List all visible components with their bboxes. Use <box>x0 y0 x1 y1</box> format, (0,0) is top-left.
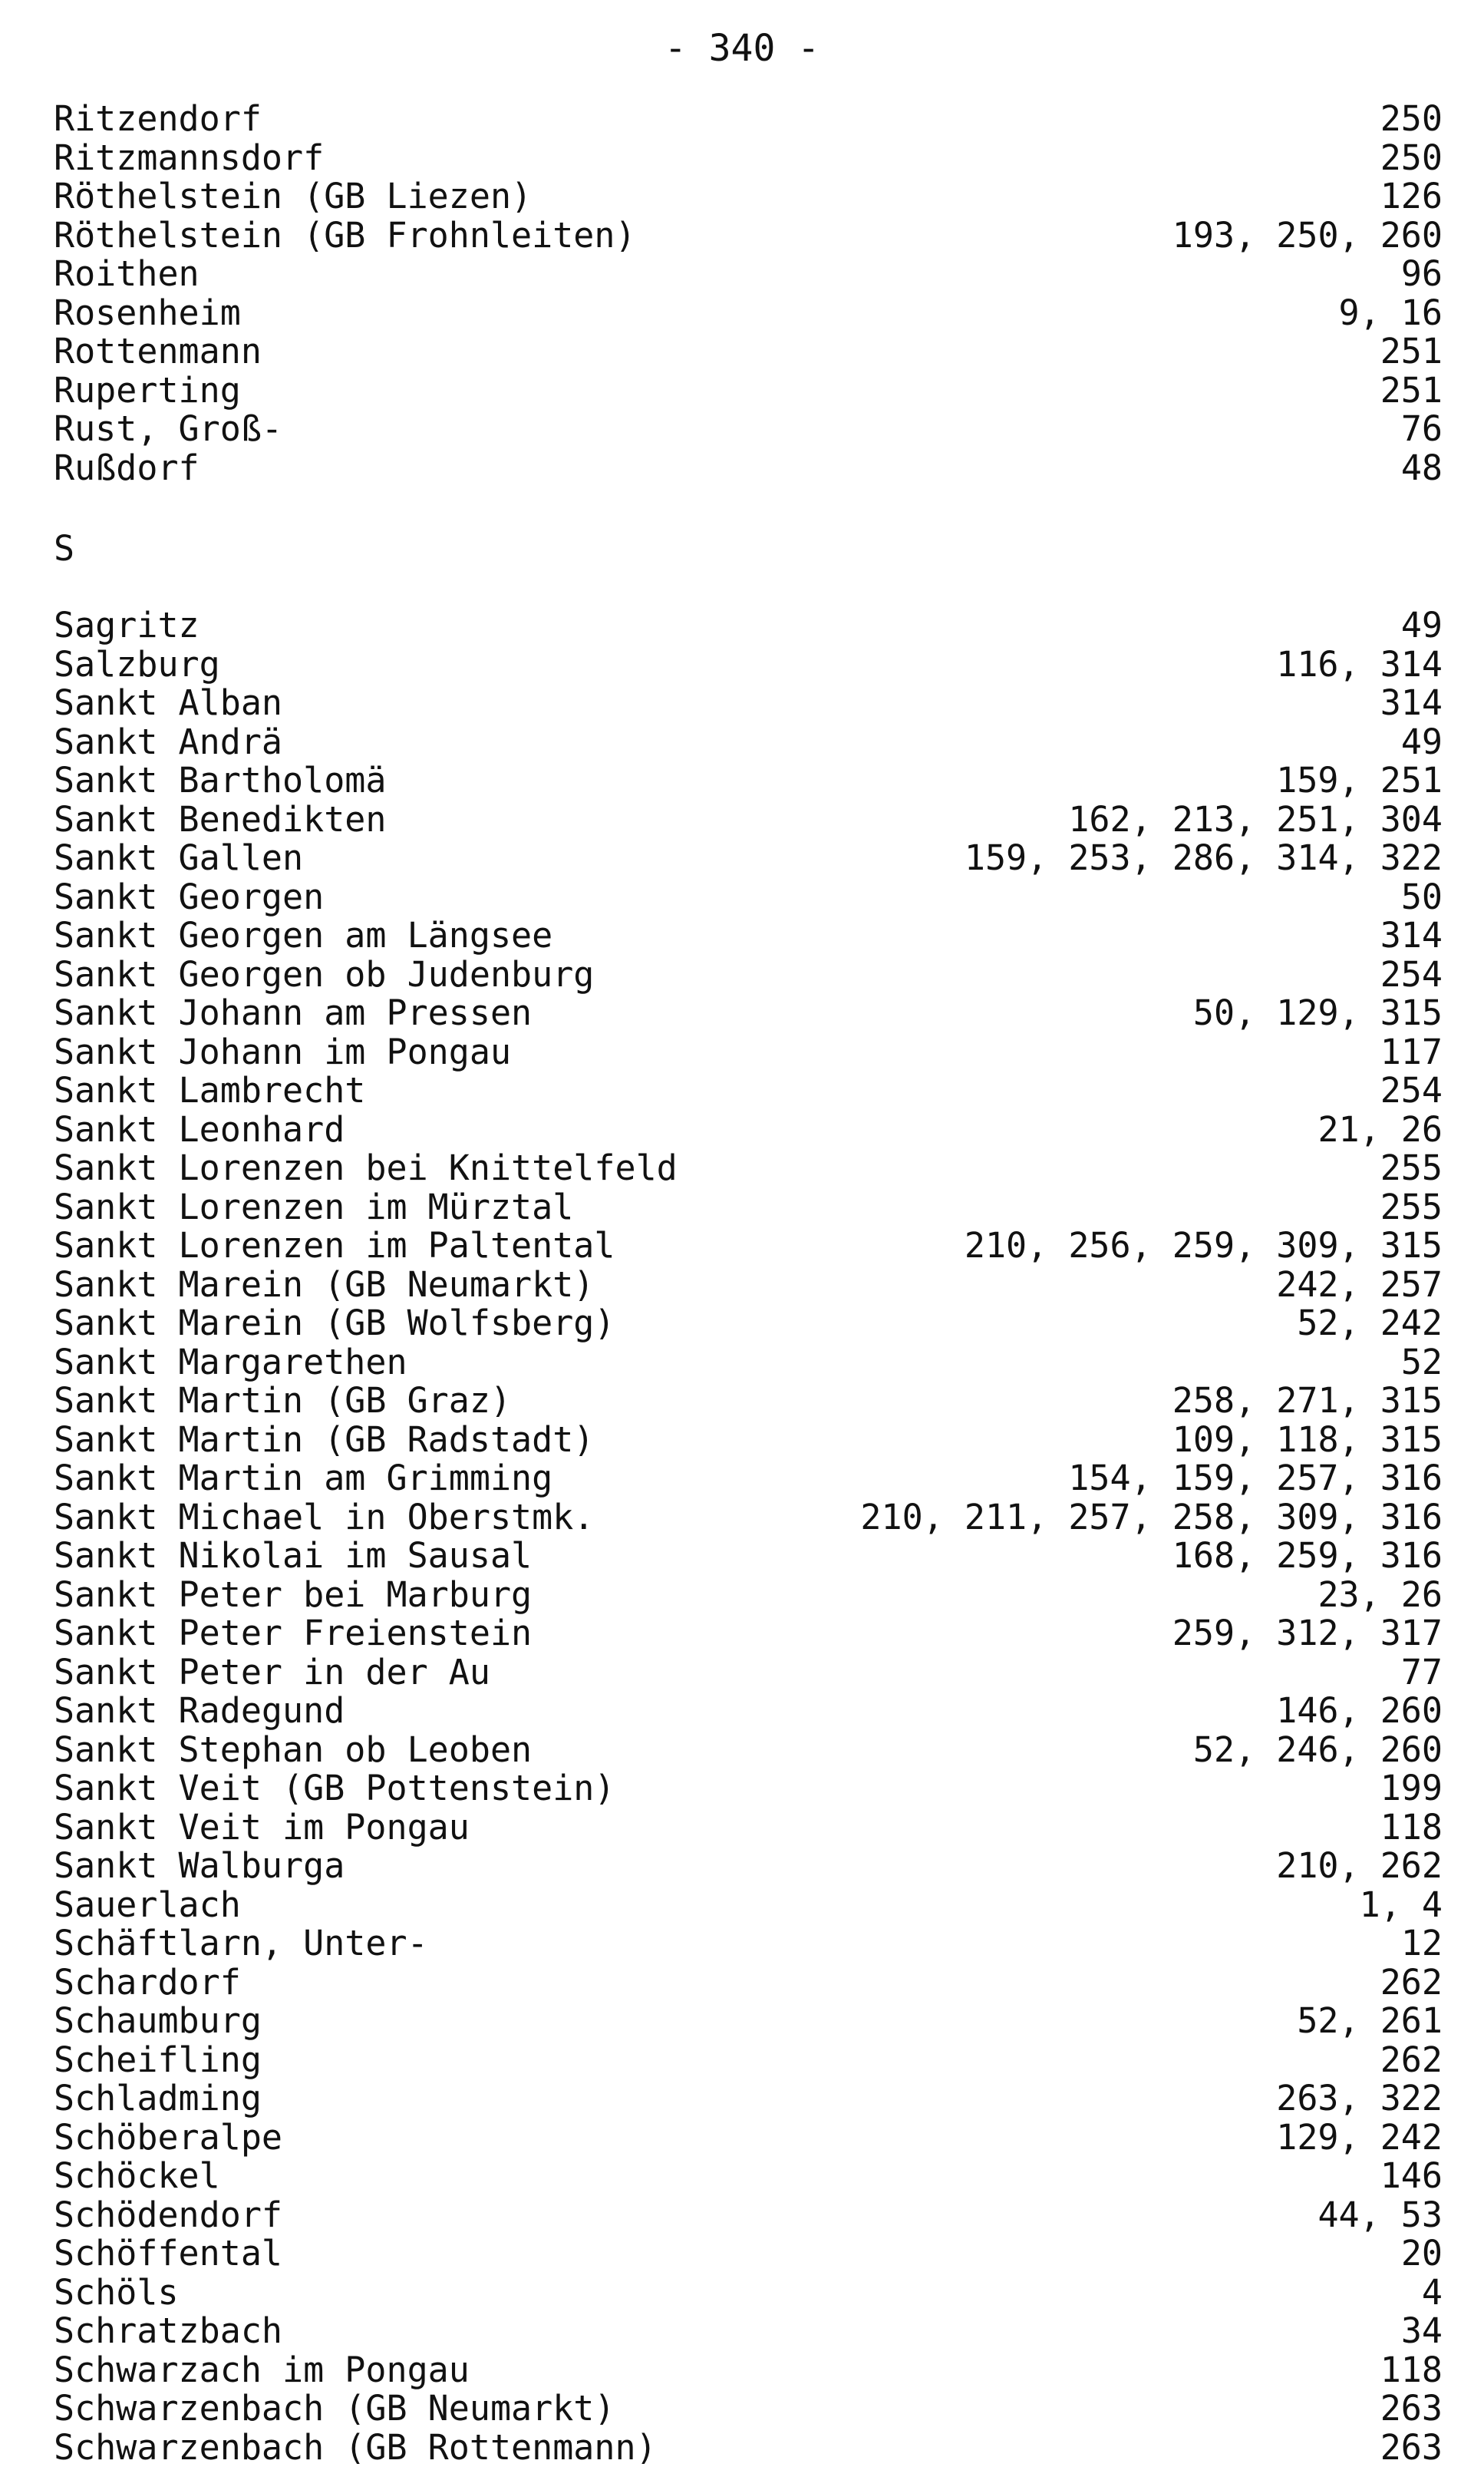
page-references: 20 <box>1400 2233 1443 2274</box>
page-references: 259, 312, 317 <box>1172 1613 1443 1653</box>
page-references: 262 <box>1380 1961 1443 2003</box>
index-entry <box>54 294 1443 333</box>
index-entry <box>54 1769 1443 1808</box>
index-entry <box>54 1459 1443 1498</box>
place-name: Sankt Marein (GB Wolfsberg) <box>54 1303 615 1343</box>
page-references: 314 <box>1380 915 1443 956</box>
index-entry <box>54 1731 1443 1770</box>
page-references: 159, 253, 286, 314, 322 <box>964 837 1443 878</box>
page-references: 34 <box>1400 2310 1443 2351</box>
index-entry <box>54 216 1443 256</box>
index-entry <box>54 1149 1443 1188</box>
page-references: 210, 256, 259, 309, 315 <box>964 1225 1443 1266</box>
index-entry <box>54 684 1443 723</box>
page-references: 263 <box>1380 2426 1443 2468</box>
index-entry <box>54 100 1443 139</box>
page-references: 129, 242 <box>1276 2116 1443 2158</box>
index-entry <box>54 878 1443 917</box>
page-references: 76 <box>1400 408 1443 449</box>
index-entry <box>54 410 1443 449</box>
page-references: 146, 260 <box>1276 1690 1443 1731</box>
place-name: Sankt Bartholomä <box>54 760 387 801</box>
place-name: Röthelstein (GB Liezen) <box>54 176 533 216</box>
place-name: Sankt Lambrecht <box>54 1070 366 1111</box>
page-references: 262 <box>1380 2039 1443 2080</box>
place-name: Schladming <box>54 2078 262 2118</box>
page-references: 168, 259, 316 <box>1172 1535 1443 1576</box>
index-entry <box>54 2157 1443 2196</box>
place-name: Sankt Martin am Grimming <box>54 1458 553 1498</box>
page-references: 250 <box>1380 98 1443 139</box>
page-references: 4 <box>1421 2271 1443 2313</box>
place-name: Salzburg <box>54 643 220 685</box>
index-entry <box>54 1343 1443 1382</box>
index-entry <box>54 1263 1443 1305</box>
index-entry <box>54 1227 1443 1266</box>
place-name: Sankt Margarethen <box>54 1341 407 1382</box>
place-name: Schwarzach im Pongau <box>54 2349 470 2390</box>
place-name: Sankt Johann im Pongau <box>54 1031 512 1072</box>
page-references: 117 <box>1380 1031 1443 1072</box>
place-name: Sankt Georgen ob Judenburg <box>54 953 595 995</box>
place-name: Sankt Michael in Oberstmk. <box>54 1496 595 1537</box>
place-name: Schöls <box>54 2271 179 2313</box>
page-references: 154, 159, 257, 316 <box>1068 1458 1443 1498</box>
page-references: 210, 262 <box>1276 1845 1443 1886</box>
index-entry <box>54 332 1443 372</box>
index-entry <box>54 994 1443 1033</box>
place-name: Ruperting <box>54 369 241 411</box>
index-entry <box>54 916 1443 956</box>
place-name: Ritzendorf <box>54 98 262 139</box>
page-references: 254 <box>1380 1070 1443 1111</box>
index-entry <box>54 2312 1443 2351</box>
place-name: Rußdorf <box>54 447 200 488</box>
page-references: 255 <box>1380 1148 1443 1188</box>
place-name: Sankt Andrä <box>54 721 283 762</box>
place-name: Sankt Martin (GB Radstadt) <box>54 1418 595 1460</box>
place-name: Sauerlach <box>54 1884 241 1925</box>
index-entry <box>54 1072 1443 1111</box>
page-references: 116, 314 <box>1276 643 1443 685</box>
index-entry <box>54 1963 1443 2003</box>
place-name: Sankt Benedikten <box>54 798 387 840</box>
page-references: 21, 26 <box>1317 1108 1443 1150</box>
place-name: Sankt Gallen <box>54 837 304 878</box>
page-references: 12 <box>1400 1923 1443 1963</box>
place-name: Sankt Peter in der Au <box>54 1651 490 1692</box>
index-entry <box>54 1614 1443 1653</box>
place-name: Sankt Veit im Pongau <box>54 1806 470 1848</box>
place-name: Ritzmannsdorf <box>54 137 325 178</box>
place-name: Sankt Peter bei Marburg <box>54 1574 533 1615</box>
index-entry <box>54 449 1443 488</box>
section-letter-heading: S <box>54 528 75 569</box>
index-entry <box>54 1537 1443 1576</box>
page-references: 258, 271, 315 <box>1172 1380 1443 1421</box>
index-entry <box>54 2351 1443 2390</box>
page-references: 9, 16 <box>1338 292 1443 333</box>
place-name: Sagritz <box>54 605 200 646</box>
index-entry <box>54 1108 1443 1150</box>
place-name: Schwarzenbach (GB Neumarkt) <box>54 2388 615 2429</box>
place-name: Schöckel <box>54 2155 220 2196</box>
page-references: 23, 26 <box>1317 1574 1443 1615</box>
page-references: 52 <box>1400 1341 1443 1382</box>
index-entry <box>54 1188 1443 1227</box>
page-references: 159, 251 <box>1276 760 1443 801</box>
page-references: 118 <box>1380 1806 1443 1848</box>
index-entry <box>54 1498 1443 1537</box>
index-entry <box>54 1033 1443 1072</box>
page-references: 109, 118, 315 <box>1172 1418 1443 1460</box>
place-name: Schöffental <box>54 2233 283 2274</box>
page-references: 44, 53 <box>1317 2194 1443 2235</box>
index-section-r <box>54 100 1443 487</box>
index-entry <box>54 643 1443 685</box>
page-references: 162, 213, 251, 304 <box>1068 798 1443 840</box>
index-entry <box>54 1576 1443 1615</box>
page-references: 126 <box>1380 176 1443 216</box>
page-references: 49 <box>1400 721 1443 762</box>
index-entry <box>54 2426 1443 2468</box>
page-references: 77 <box>1400 1651 1443 1692</box>
place-name: Sankt Stephan ob Leoben <box>54 1729 533 1770</box>
page-references: 1, 4 <box>1359 1884 1443 1925</box>
place-name: Röthelstein (GB Frohnleiten) <box>54 214 636 256</box>
page-references: 255 <box>1380 1186 1443 1227</box>
place-name: Sankt Veit (GB Pottenstein) <box>54 1768 615 1808</box>
index-entry <box>54 2271 1443 2313</box>
place-name: Sankt Radegund <box>54 1690 345 1731</box>
index-entry <box>54 2079 1443 2118</box>
index-entry <box>54 2234 1443 2274</box>
place-name: Sankt Georgen <box>54 876 325 917</box>
index-entry <box>54 1924 1443 1963</box>
place-name: Schaumburg <box>54 2000 262 2041</box>
index-entry <box>54 606 1443 646</box>
page-references: 49 <box>1400 605 1443 646</box>
page-references: 52, 246, 260 <box>1192 1729 1443 1770</box>
page-references: 118 <box>1380 2349 1443 2390</box>
place-name: Rottenmann <box>54 331 262 372</box>
index-entry <box>54 761 1443 801</box>
place-name: Schäftlarn, Unter- <box>54 1923 428 1963</box>
page-number: - 340 - <box>664 27 820 70</box>
place-name: Schöberalpe <box>54 2116 283 2158</box>
index-entry <box>54 139 1443 178</box>
page-references: 193, 250, 260 <box>1172 214 1443 256</box>
place-name: Sankt Georgen am Längsee <box>54 915 553 956</box>
index-entry <box>54 1808 1443 1848</box>
page-references: 263, 322 <box>1276 2078 1443 2118</box>
place-name: Sankt Johann am Pressen <box>54 992 533 1033</box>
page-references: 146 <box>1380 2155 1443 2196</box>
page-references: 50, 129, 315 <box>1192 992 1443 1033</box>
place-name: Sankt Marein (GB Neumarkt) <box>54 1263 595 1305</box>
index-entry <box>54 953 1443 995</box>
place-name: Sankt Walburga <box>54 1845 345 1886</box>
page-references: 314 <box>1380 682 1443 723</box>
page-references: 251 <box>1380 331 1443 372</box>
place-name: Rosenheim <box>54 292 241 333</box>
index-section-s <box>54 606 1443 2467</box>
index-entry <box>54 1382 1443 1421</box>
place-name: Sankt Lorenzen im Paltental <box>54 1225 615 1266</box>
place-name: Schwarzenbach (GB Rottenmann) <box>54 2426 657 2468</box>
place-name: Sankt Martin (GB Graz) <box>54 1380 512 1421</box>
index-entry <box>54 1304 1443 1343</box>
place-name: Schardorf <box>54 1961 241 2003</box>
page-references: 210, 211, 257, 258, 309, 316 <box>860 1496 1443 1537</box>
index-entry <box>54 2196 1443 2235</box>
place-name: Schödendorf <box>54 2194 283 2235</box>
index-entry <box>54 1692 1443 1731</box>
index-entry <box>54 1418 1443 1460</box>
index-entry <box>54 2002 1443 2041</box>
index-entry <box>54 369 1443 411</box>
page-references: 52, 242 <box>1297 1303 1443 1343</box>
place-name: Scheifling <box>54 2039 262 2080</box>
index-entry <box>54 1847 1443 1886</box>
place-name: Sankt Lorenzen bei Knittelfeld <box>54 1148 678 1188</box>
page-references: 50 <box>1400 876 1443 917</box>
place-name: Sankt Lorenzen im Mürztal <box>54 1186 574 1227</box>
page-references: 242, 257 <box>1276 1263 1443 1305</box>
page-references: 48 <box>1400 447 1443 488</box>
index-entry <box>54 2389 1443 2429</box>
place-name: Sankt Leonhard <box>54 1108 345 1150</box>
index-entry <box>54 798 1443 840</box>
index-entry <box>54 1886 1443 1925</box>
page-references: 250 <box>1380 137 1443 178</box>
place-name: Roithen <box>54 253 200 294</box>
index-entry <box>54 177 1443 216</box>
place-name: Sankt Alban <box>54 682 283 723</box>
index-entry <box>54 839 1443 878</box>
index-entry <box>54 2118 1443 2158</box>
place-name: Sankt Nikolai im Sausal <box>54 1535 533 1576</box>
page-references: 251 <box>1380 369 1443 411</box>
index-entry <box>54 723 1443 762</box>
index-entry <box>54 1653 1443 1692</box>
page-references: 96 <box>1400 253 1443 294</box>
place-name: Sankt Peter Freienstein <box>54 1613 533 1653</box>
page-references: 263 <box>1380 2388 1443 2429</box>
index-entry <box>54 2041 1443 2080</box>
place-name: Schratzbach <box>54 2310 283 2351</box>
place-name: Rust, Groß- <box>54 408 283 449</box>
page-references: 52, 261 <box>1297 2000 1443 2041</box>
page-references: 254 <box>1380 953 1443 995</box>
page-references: 199 <box>1380 1768 1443 1808</box>
index-entry <box>54 255 1443 294</box>
